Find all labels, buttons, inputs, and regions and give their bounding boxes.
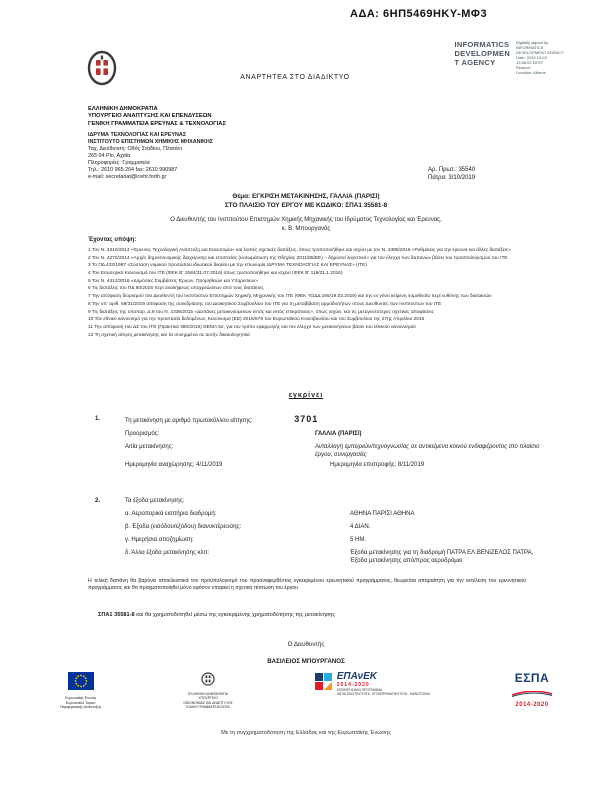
legal-consideration: 10 Τον εθνικό κανονισμό για την προστασία δεδομένων, Κανονισμό (ΕΕ) 2016/679 του Ευρωπαϊκού Κοινοβουλίου και του Συμβουλίου της 27ης Απριλίου 2016	[88, 317, 425, 323]
signature-detail-line: 13:58:02 EEST	[516, 60, 544, 65]
epanek-subtitle-2: ΑΝΤΑΓΩΝΙΣΤΙΚΟΤΗΤΑ · ΕΠΙΧΕΙΡΗΜΑΤΙΚΟΤΗΤΑ · ΚΑΙΝΟΤΟΜΙΑ	[336, 692, 430, 697]
legal-consideration: 12 Τη σχετική αίτηση μετακίνησης και τα συνημμένα σε αυτήν δικαιολογητικά	[88, 332, 250, 338]
project-code: ΣΠΑ1 35581-8	[98, 612, 135, 618]
expense-value-air: ΑΘΗΝΑ ΠΑΡΙΣΙ ΑΘΗΝΑ	[350, 511, 415, 517]
expense-label-air: α. Αεροπορικά εισιτήρια διαδρομή:	[125, 511, 217, 517]
subject-label: Θέμα:	[232, 193, 251, 200]
closing-paragraph: Η τελική δαπάνη θα βαρύνει αποκλειστικά τον προϋπολογισμό του προαναφερθέντος εγκεκριμένου ερευνητικού προγράμματος, θεωρείται απαραίτητη για την εκτέλεση του ερευνητικού προγράμματος και θα πραγματοποιηθεί μόνο εφόσον επαρκεί η σχετική πίστωση του έργου	[88, 578, 526, 591]
legal-considerations-list	[88, 248, 526, 340]
ministry-logo-caption	[183, 692, 232, 710]
eu-caption-line: Ευρωπαϊκή Ένωση	[65, 696, 97, 700]
destination-row	[125, 430, 525, 438]
legal-consideration: 11 Την απόφαση του ΔΣ του ΙΤΕ (Πρακτικά 380/2019) ΘΕΜΑ 52, για τον τρόπο εφαρμογής και τον έλεγχο των μετακινήσεων βάσει του εθνικού κανονισμού	[88, 324, 416, 330]
ministry-emblem-icon	[201, 672, 215, 691]
legal-consideration: 1 Τον Ν. 4310/2014 «Έρευνα, Τεχνολογική Ανάπτυξη και Καινοτομία» και λοιπές σχετικές διατάξεις, όπως τροποποιήθηκε και ισχύει με τον Ν. 4386/2016 «Ρυθμίσεις για την έρευνα και άλλες διατάξεις»	[88, 248, 511, 253]
intro-line-1: Ο Διευθυντής του Ινστιτούτου Επιστημών Χημικής Μηχανικής του Ιδρύματος Τεχνολογίας και Έρευνας,	[170, 217, 442, 223]
having-regard-label: Έχοντας υπόψη:	[88, 237, 137, 243]
decision-1-number: 1.	[95, 416, 101, 422]
eu-logo-caption	[60, 696, 101, 710]
reason-row	[125, 443, 540, 458]
subject-block	[86, 192, 526, 210]
eu-flag-logo	[60, 672, 101, 710]
expense-value-other-2: Έξοδα μετακίνησης από/προς αεροδρόμιο	[350, 558, 463, 564]
epanek-subtitle-1: ΕΠΙΧΕΙΡΗΣΙΑΚΟ ΠΡΟΓΡΑΜΜΑ	[336, 688, 383, 692]
subject-line-2: ΣΤΟ ΠΛΑΙΣΙΟ ΤΟΥ ΕΡΓΟΥ ΜΕ ΚΩΔΙΚΟ: ΣΠΑ1 35581-8	[224, 202, 388, 209]
info-line: Πληροφορίες: Γραμματεία	[88, 160, 150, 166]
departure-value: 4/11/2019	[196, 462, 223, 468]
subject-line-1	[86, 192, 526, 201]
intro-paragraph	[66, 216, 546, 233]
cofinance-statement: Με τη συγχρηματοδότηση της Ελλάδας και της Ευρωπαϊκής Ένωσης	[221, 730, 391, 736]
subject-text: ΕΓΚΡΙΣΗ ΜΕΤΑΚΙΝΗΣΗΣ, ΓΑΛΛΙΑ (ΠΑΡΙΣΙ)	[251, 193, 380, 200]
signature-details	[516, 40, 564, 75]
digital-signature-stamp	[455, 40, 564, 75]
decision-1-block	[95, 414, 540, 474]
signature-block	[86, 640, 526, 666]
epanek-name: ΕΠΑνΕΚ	[336, 671, 377, 682]
government-header	[88, 106, 226, 128]
expense-row-other	[125, 549, 534, 565]
approves-word: εγκρίνει	[288, 392, 324, 399]
signature-detail-line: Digitally signed by	[516, 40, 549, 45]
return-pair	[330, 461, 424, 469]
espa-logo	[512, 672, 552, 708]
gov-line-secretariat: ΓΕΝΙΚΗ ΓΡΑΜΜΑΤΕΙΑ ΕΡΕΥΝΑΣ & ΤΕΧΝΟΛΟΓΙΑΣ	[88, 120, 226, 127]
posted-on-internet-label: ΑΝΑΡΤΗΤΕΑ ΣΤΟ ΔΙΑΔΙΚΤΥΟ	[240, 74, 350, 81]
phone-line: Τηλ.: 2610 965 264 fax: 2610 990987	[88, 167, 178, 173]
ministry-caption-line: ΥΠΟΥΡΓΕΙΟ	[198, 696, 218, 701]
expense-row-perdiem	[125, 536, 525, 544]
organization-block	[88, 132, 213, 181]
ministry-caption-line: ΕΛΛΗΝΙΚΗ ΔΗΜΟΚΡΑΤΙΑ	[188, 692, 228, 696]
ministry-logo	[183, 672, 232, 710]
signature-detail-line: INFORMATICS	[516, 45, 544, 50]
address-line-2: 265 04 Ρίο, Αχαΐα	[88, 153, 131, 159]
protocol-number: Αρ. Πρωτ.: 35540	[428, 167, 476, 173]
expense-label-nights: β. Έξοδα (εισόδου/εξόδου) διανυκτέρευσης:	[125, 524, 242, 530]
email-line: e-mail: secretariat@iceht.forth.gr	[88, 174, 167, 180]
request-number-value: 3701	[294, 414, 319, 424]
project-code-rest: και θα χρηματοδοτηθεί μέσω της εγκεκριμένης χρηματοδότησης της μετακίνησης	[136, 612, 336, 618]
legal-consideration: 9 Τις διατάξεις της υποπαρ. Δ.9 του Ν. 4336/2015 «Δαπάνες μετακινούμενων εντός και εκτός επικράτειας», όπως ισχύει, και τις μεταγενέστερες σχετικές αποφάσεις	[88, 309, 434, 315]
signature-detail-line: Date: 2019.10.03	[516, 55, 547, 60]
destination-label: Προορισμός:	[125, 431, 160, 437]
expense-row-air	[125, 510, 525, 518]
epanek-logo	[315, 672, 430, 696]
signatory-name: ΒΑΣΙΛΕΙΟΣ ΜΠΟΥΡΓΑΝΟΣ	[267, 658, 345, 665]
legal-consideration: 2 Τον Ν. 4270/2014 «Αρχές δημοσιονομικής διαχείρισης και εποπτείας (ενσωμάτωση της Οδηγίας 2011/85/ΕΕ) – δημόσιο λογιστικό» για τον έλεγχο των δαπανών βάσει του προϋπολογισμού του ΙΤΕ	[88, 255, 508, 261]
espa-name: ΕΣΠΑ	[514, 671, 550, 685]
destination-value: ΓΑΛΛΙΑ (ΠΑΡΙΣΙ)	[315, 431, 362, 437]
request-number-label: Τη μετακίνηση με αριθμό πρωτοκόλλου αίτησης:	[125, 418, 253, 424]
return-label: Ημερομηνία επιστροφής:	[330, 462, 397, 468]
funding-logos-row	[60, 672, 552, 710]
expenses-title-row	[125, 497, 525, 505]
intro-line-2: κ. Β. Μπουργανός	[281, 225, 331, 232]
espa-swoosh-icon	[512, 684, 552, 702]
agency-line: DEVELOPMEN	[454, 49, 511, 58]
decision-2-number: 2.	[95, 498, 101, 504]
organization-name: ΙΔΡΥΜΑ ΤΕΧΝΟΛΟΓΙΑΣ ΚΑΙ ΕΡΕΥΝΑΣ	[88, 132, 187, 138]
greek-state-emblem-icon	[86, 50, 118, 91]
protocol-meta	[428, 166, 475, 182]
espa-years: 2014-2020	[515, 702, 549, 708]
legal-consideration: 3 Το ΠΔ 432/1987 «Σύσταση νομικού προσώπου ιδιωτικού δικαίου με την επωνυμία ΙΔΡΥΜΑ ΤΕΧΝΟΛΟΓΙΑΣ ΚΑΙ ΕΡΕΥΝΑΣ» (ΙΤΕ)	[88, 263, 367, 269]
dates-row	[125, 461, 525, 469]
institute-name: ΙΝΣΤΙΤΟΥΤΟ ΕΠΙΣΤΗΜΩΝ ΧΗΜΙΚΗΣ ΜΗΧΑΝΙΚΗΣ	[88, 139, 214, 145]
eu-caption-line: Ευρωπαϊκό Ταμείο	[65, 700, 96, 705]
document-date: Πάτρα: 3/10/2019	[428, 175, 476, 181]
expenses-title: Τα έξοδα μετακίνησης:	[125, 498, 185, 504]
ministry-caption-line: ΕΙΔΙΚΗ ΓΡΑΜΜΑΤΕΙΑ ΕΣΠΑ	[186, 705, 230, 710]
expense-label-perdiem: γ. Ημερήσια αποζημίωση:	[125, 537, 194, 543]
address-line-1: Ταχ. Διεύθυνση: Οδός Σταδίου, Πλατάνι	[88, 146, 182, 152]
request-number-row	[125, 415, 525, 425]
signature-detail-line: Reason:	[516, 65, 531, 70]
reason-value: Ανταλλαγή εμπειριών/τεχνογνωσίας σε αντικείμενα κοινού ενδιαφέροντος στο πλαίσιο έργου, συνεργασίες	[315, 444, 540, 458]
reason-label: Αιτία μετακίνησης:	[125, 444, 174, 450]
expense-value-nights: 4 ΔΙΑΝ.	[350, 524, 371, 530]
signing-agency-name	[455, 40, 511, 67]
agency-line: INFORMATICS	[454, 40, 510, 49]
signatory-title: Ο Διευθυντής	[287, 641, 325, 648]
ministry-caption-line: ΟΙΚΟΝΟΜΙΑΣ ΚΑΙ ΑΝΑΠΤΥΞΗΣ	[183, 700, 233, 705]
departure-pair	[125, 462, 222, 468]
expense-value-other-1: Έξοδα μετακίνησης για τη διαδρομή ΠΑΤΡΑ ΕΛ.ΒΕΝΙΖΕΛΟΣ ΠΑΤΡΑ,	[350, 550, 534, 556]
legal-consideration: 6 Τις διατάξεις του ΠΔ 80/2016 περί αναλήψεως υποχρεώσεων από τους διατάκτες	[88, 286, 264, 292]
project-code-line	[98, 612, 518, 618]
legal-consideration: 8 Την υπ' αριθ. 59/31/2019 απόφαση της συνεδρίασης του Διοικητικού Συμβουλίου του ΙΤΕ για τη μεταβίβαση αρμοδιοτήτων στους Διευθυντές των Ινστιτούτων του ΙΤΕ	[88, 301, 442, 307]
ada-code: ΑΔΑ: 6ΗΠ5469ΗΚΥ-ΜΦ3	[350, 8, 488, 20]
decision-2-block	[95, 497, 534, 570]
eu-caption-line: Περιφερειακής Ανάπτυξης	[60, 705, 102, 710]
expense-value-perdiem: 5 ΗΜ.	[350, 537, 367, 543]
departure-label: Ημερομηνία αναχώρησης:	[125, 462, 195, 468]
return-value: 8/11/2019	[397, 462, 425, 468]
signature-detail-line: Location: Athens	[516, 70, 546, 75]
gov-line-republic: ΕΛΛΗΝΙΚΗ ΔΗΜΟΚΡΑΤΙΑ	[88, 106, 158, 112]
expense-row-nights	[125, 523, 525, 531]
expense-label-other: δ. Άλλα έξοδα μετακίνησης κλπ:	[125, 550, 210, 556]
epanek-years: 2014-2020	[336, 682, 370, 688]
gov-line-ministry: ΥΠΟΥΡΓΕΙΟ ΑΝΑΠΤΥΞΗΣ ΚΑΙ ΕΠΕΝΔΥΣΕΩΝ	[88, 113, 212, 120]
agency-line: T AGENCY	[454, 58, 496, 67]
legal-consideration: 4 Τον Εσωτερικό Κανονισμό του ΙΤΕ (ΦΕΚ Β' 1584/31.07.2016) όπως τροποποιήθηκε και ισχύει (ΦΕΚ Β' 119/21.1.2016)	[88, 271, 343, 277]
eu-flag-icon	[68, 672, 94, 695]
signature-detail-line: DEVELOPMENT AGENCY	[516, 50, 564, 55]
legal-consideration: 7 Την απόφαση διορισμού του Διευθυντή του Ινστιτούτου Επιστημών Χημικής Μηχανικής του ΙΤΕ (ΦΕΚ ΥΟΔΔ 165/19.03.2019) και την εν γένει κείμενη νομοθεσία περί ευθύνης των διατακτών	[88, 294, 492, 300]
legal-consideration: 5 Τον Ν. 4412/2016 «Δημόσιες Συμβάσεις Έργων, Προμηθειών και Υπηρεσιών»	[88, 278, 258, 284]
epanek-icon	[315, 673, 333, 696]
